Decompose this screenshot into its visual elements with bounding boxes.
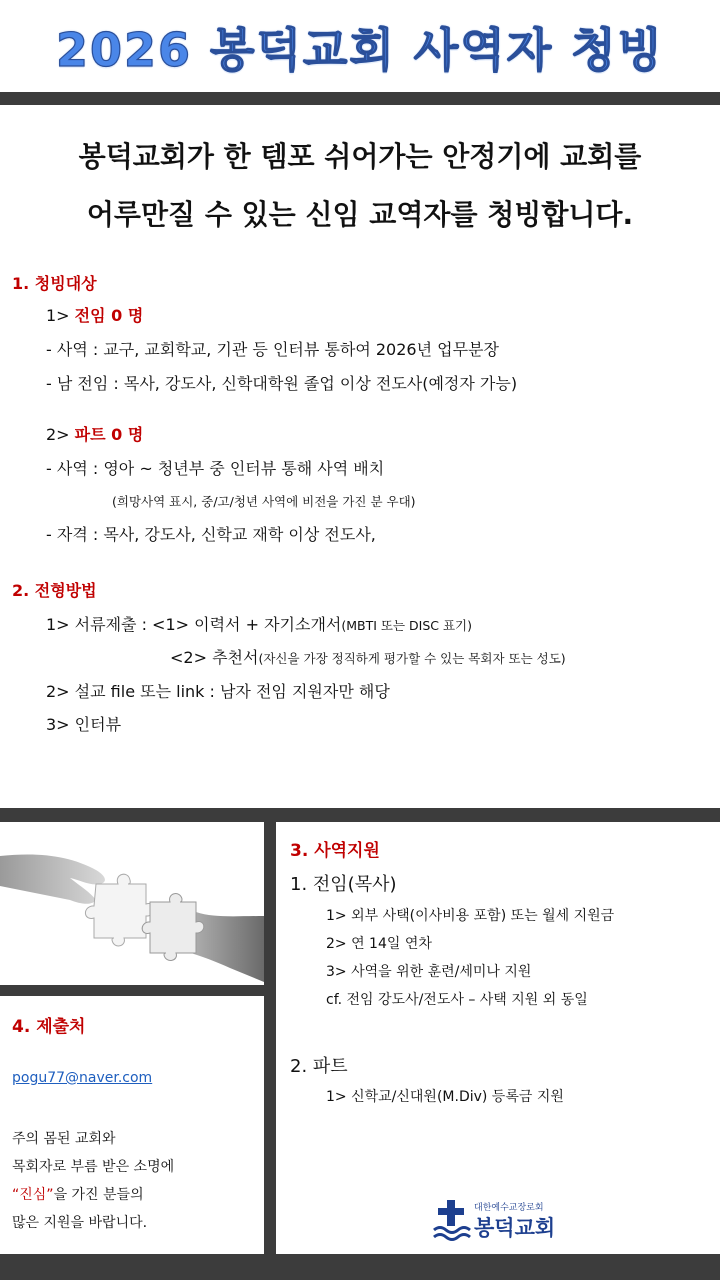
submission-email-link[interactable]: pogu77@naver.com xyxy=(12,1070,153,1086)
fulltime-count: 전임 0 명 xyxy=(74,306,144,325)
parttime-qualification: - 자격 : 목사, 강도사, 신학교 재학 이상 전도사, xyxy=(46,525,376,544)
interview-step: 3> 인터뷰 xyxy=(46,715,122,734)
section3-heading: 3. 사역지원 xyxy=(290,841,380,861)
bottom-bar xyxy=(0,1254,720,1280)
page-title: 2026 봉덕교회 사역자 청빙 xyxy=(56,23,664,77)
documents-sub xyxy=(170,645,566,668)
logo-denomination: 대한예수교장로회 xyxy=(474,1203,544,1213)
closing-message-4: 많은 지원을 바랍니다. xyxy=(12,1215,148,1231)
support-fulltime-item: cf. 전임 강도사/전도사 – 사택 지원 외 동일 xyxy=(326,992,588,1008)
support-fulltime-title: 1. 전임(목사) xyxy=(290,874,397,895)
parttime-duty: - 사역 : 영아 ~ 청년부 중 인터뷰 통해 사역 배치 xyxy=(46,459,385,478)
headline-line-1: 봉덕교회가 한 템포 쉬어가는 안정기에 교회를 xyxy=(78,140,642,173)
puzzle-hands-image xyxy=(0,826,264,984)
fulltime-qualification: - 남 전임 : 목사, 강도사, 신학대학원 졸업 이상 전도사(예정자 가능) xyxy=(46,374,518,393)
support-fulltime-item: 3> 사역을 위한 훈련/세미나 지원 xyxy=(326,964,532,980)
section2-heading: 2. 전형방법 xyxy=(12,581,97,600)
bottom-top-bar xyxy=(0,808,720,822)
documents-sub-text: <2> 추천서 xyxy=(170,648,259,667)
fulltime-title xyxy=(46,303,143,326)
closing-message-3 xyxy=(12,1184,144,1204)
parttime-count: 파트 0 명 xyxy=(74,425,144,444)
vertical-divider xyxy=(264,822,276,1262)
headline-line-2: 어루만질 수 있는 신임 교역자를 청빙합니다. xyxy=(86,198,634,231)
puzzle-hands-icon xyxy=(0,826,264,984)
documents-main xyxy=(46,612,472,635)
documents-main-note: (MBTI 또는 DISC 표기) xyxy=(341,618,473,633)
sermon-requirement: 2> 설교 file 또는 link : 남자 전임 지원자만 해당 xyxy=(46,682,390,701)
documents-sub-note: (자신을 가장 정직하게 평가할 수 있는 목회자 또는 성도) xyxy=(258,651,566,666)
support-fulltime-item: 2> 연 14일 연차 xyxy=(326,936,432,952)
parttime-note: (희망사역 표시, 중/고/청년 사역에 비전을 가진 분 우대) xyxy=(112,494,416,509)
left-panel-divider xyxy=(0,985,264,996)
church-logo xyxy=(432,1198,572,1242)
support-parttime-item: 1> 신학교/신대원(M.Div) 등록금 지원 xyxy=(326,1089,564,1105)
fulltime-duty: - 사역 : 교구, 교회학교, 기관 등 인터뷰 통하여 2026년 업무분장 xyxy=(46,340,499,359)
closing-message-3-rest: 을 가진 분들의 xyxy=(53,1187,144,1203)
top-divider-bar xyxy=(0,92,720,105)
parttime-label: 2> xyxy=(46,425,75,444)
cross-wave-icon xyxy=(432,1198,472,1242)
logo-church-name: 봉덕교회 xyxy=(474,1216,556,1240)
fulltime-label: 1> xyxy=(46,306,75,325)
closing-message-2: 목회자로 부름 받은 소명에 xyxy=(12,1159,175,1175)
documents-main-text: 1> 서류제출 : <1> 이력서 + 자기소개서 xyxy=(46,615,342,634)
sincerity-highlight: “진심” xyxy=(12,1187,54,1203)
section4-heading: 4. 제출처 xyxy=(12,1017,86,1037)
closing-message-1: 주의 몸된 교회와 xyxy=(12,1131,116,1147)
section1-heading: 1. 청빙대상 xyxy=(12,274,97,293)
support-parttime-title: 2. 파트 xyxy=(290,1056,348,1077)
parttime-title xyxy=(46,422,143,445)
support-fulltime-item: 1> 외부 사택(이사비용 포함) 또는 월세 지원금 xyxy=(326,908,615,924)
